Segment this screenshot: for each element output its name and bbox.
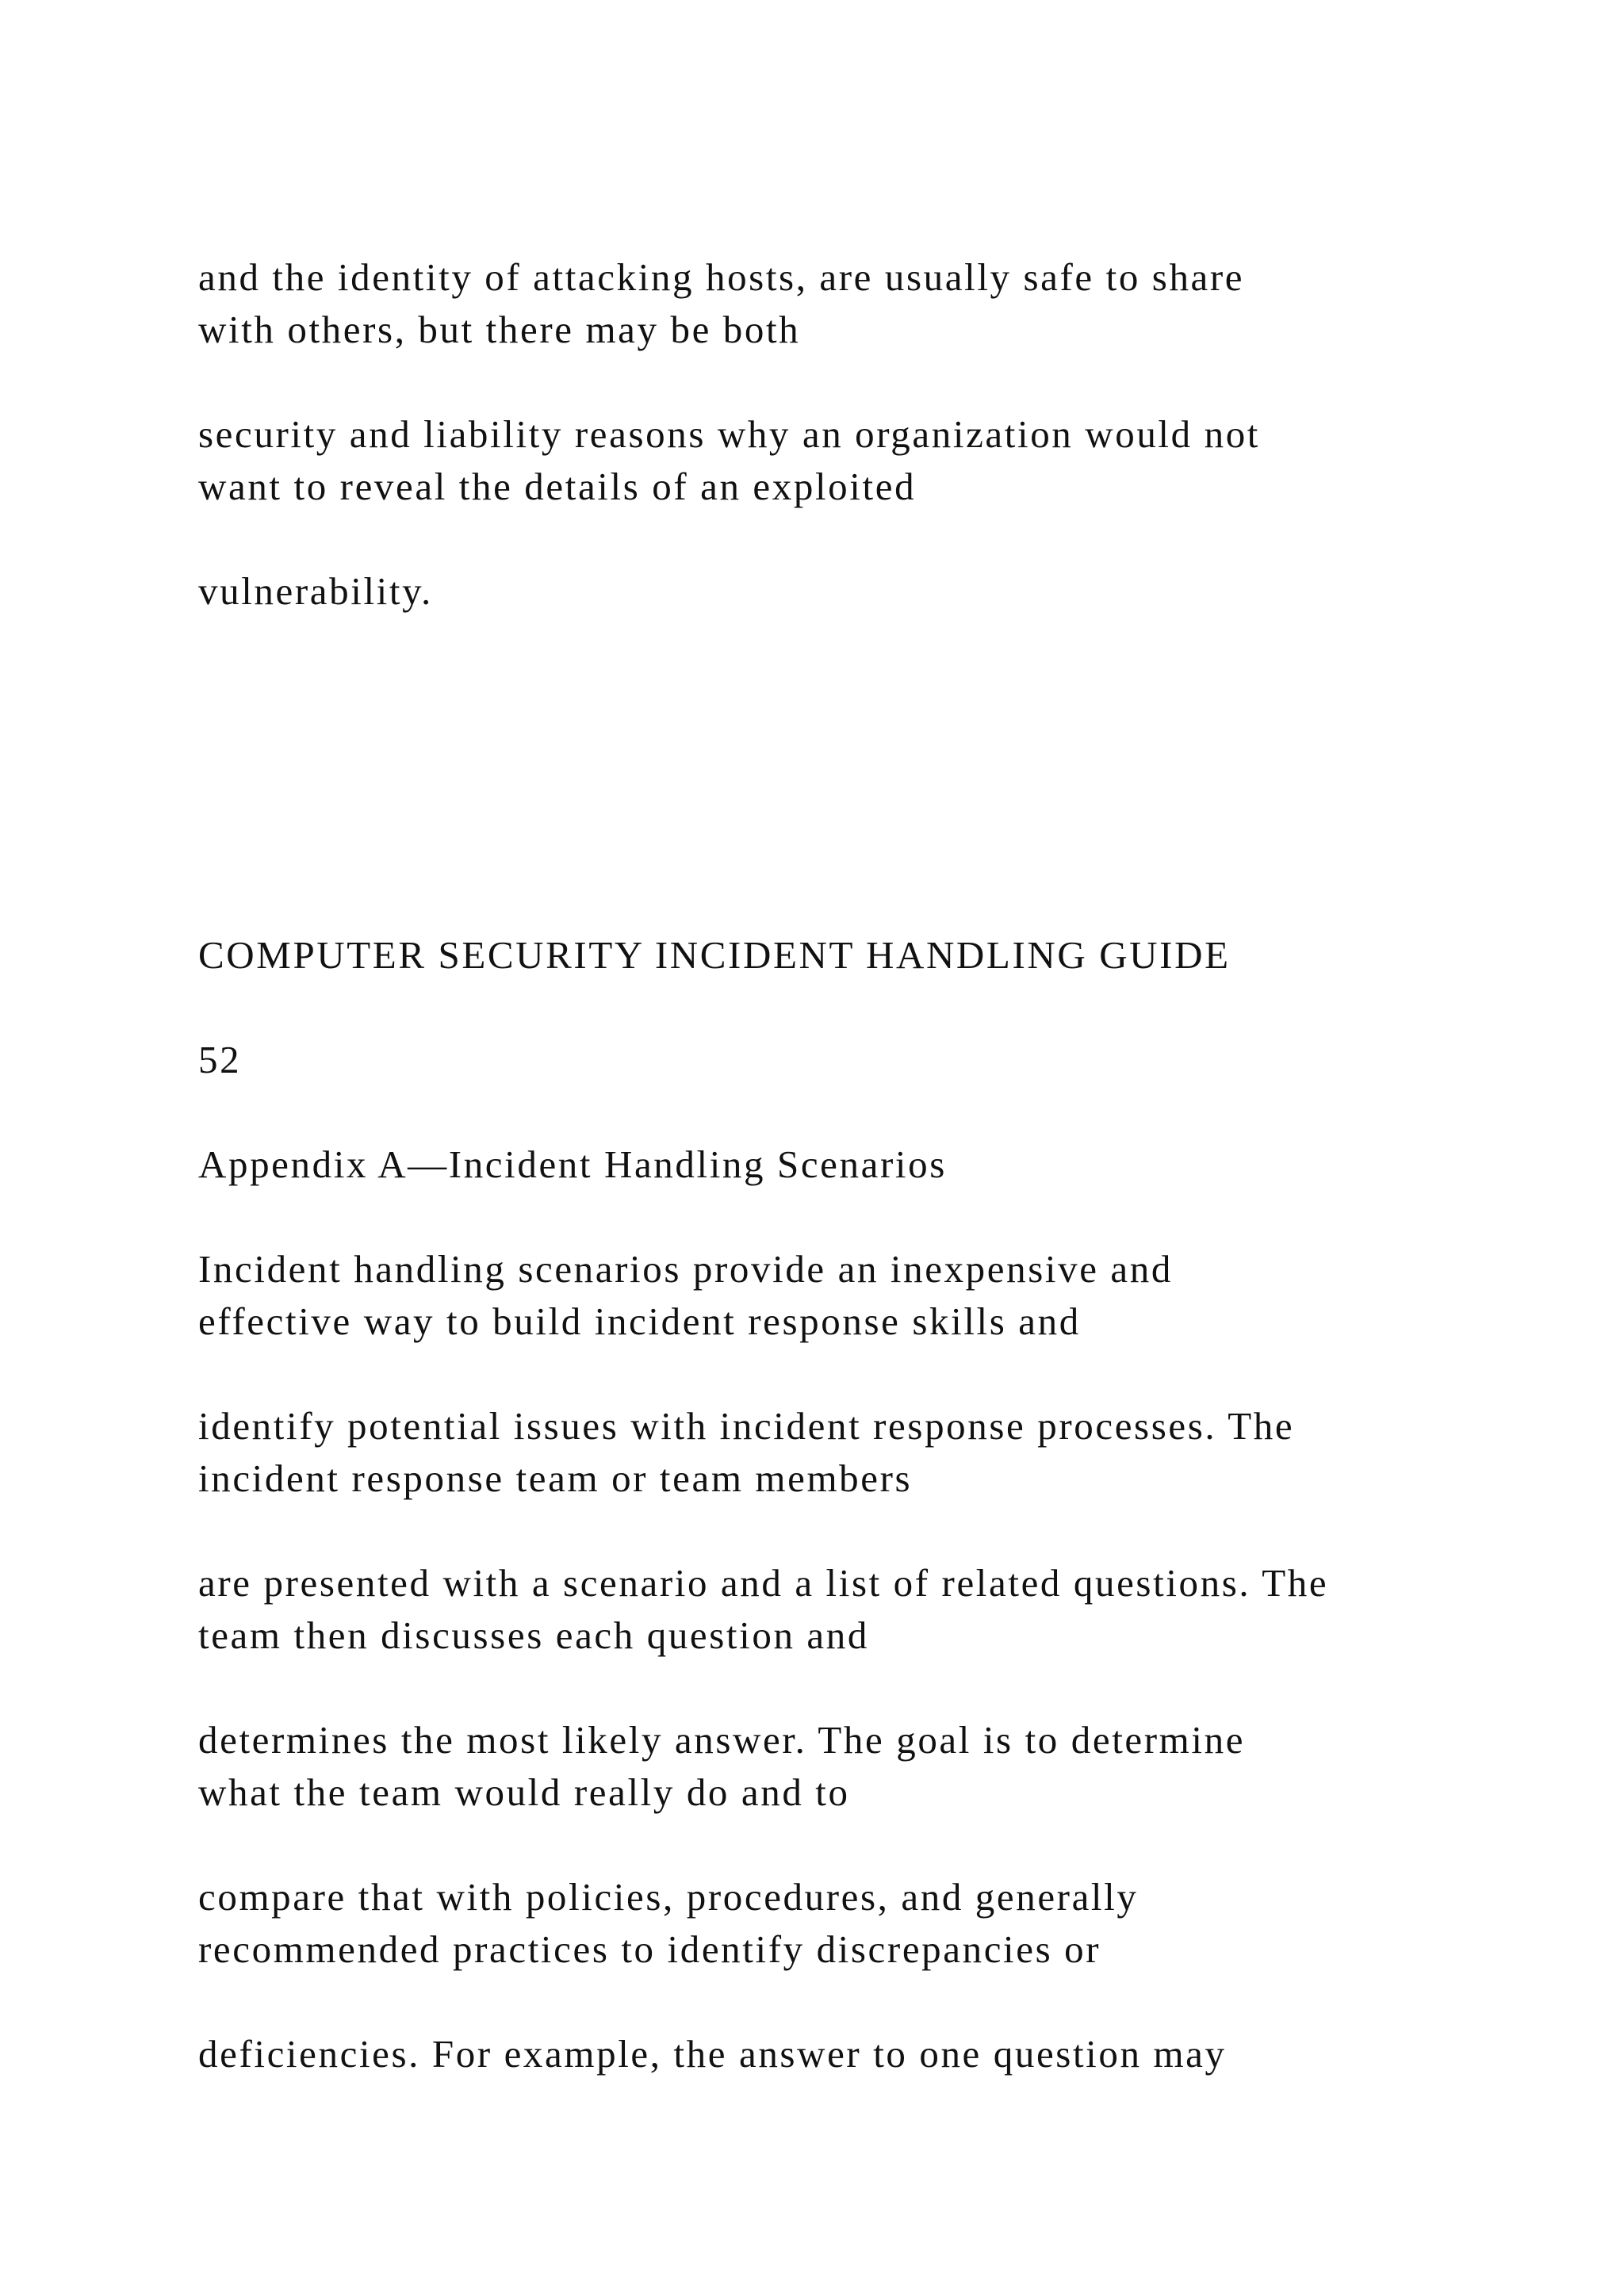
body-paragraph-1-line-1: Incident handling scenarios provide an inexpensive and: [198, 1247, 1173, 1291]
body-paragraph-6-line-1: deficiencies. For example, the answer to one question may: [198, 2032, 1227, 2076]
body-paragraph-3-line-1: are presented with a scenario and a list of related questions. The: [198, 1561, 1329, 1605]
body-paragraph-2-line-2: incident response team or team members: [198, 1456, 913, 1500]
body-paragraph-1-line-2: effective way to build incident response skills and: [198, 1299, 1081, 1343]
body-paragraph-2-line-1: identify potential issues with incident response processes. The: [198, 1404, 1295, 1448]
paragraph-1-line-1: and the identity of attacking hosts, are usually safe to share: [198, 255, 1245, 299]
body-paragraph-4-line-1: determines the most likely answer. The goal is to determine: [198, 1718, 1246, 1762]
body-paragraph-5-line-1: compare that with policies, procedures, and generally: [198, 1875, 1139, 1919]
paragraph-2-line-2: want to reveal the details of an exploited: [198, 465, 917, 508]
section-heading: Appendix A—Incident Handling Scenarios: [198, 1142, 947, 1186]
paragraph-1-line-2: with others, but there may be both: [198, 308, 801, 351]
body-paragraph-5-line-2: recommended practices to identify discrepancies or: [198, 1927, 1101, 1971]
body-paragraph-4-line-2: what the team would really do and to: [198, 1770, 850, 1814]
paragraph-2-line-1: security and liability reasons why an organization would not: [198, 412, 1261, 456]
paragraph-3-line-1: vulnerability.: [198, 569, 433, 613]
page-number: 52: [198, 1038, 242, 1081]
body-paragraph-3-line-2: team then discusses each question and: [198, 1613, 869, 1657]
running-header: COMPUTER SECURITY INCIDENT HANDLING GUIDE: [198, 933, 1231, 977]
